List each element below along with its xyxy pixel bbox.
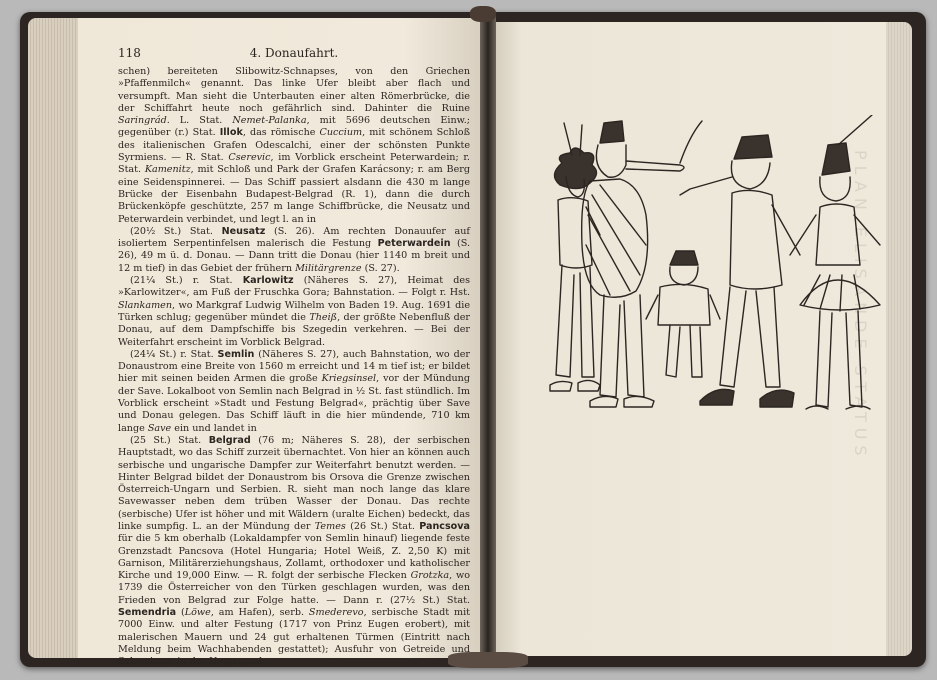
paragraph [118,226,470,275]
italic-term: Nemet-Palanka [232,115,307,127]
text-run: , das römische [242,127,320,139]
text-run: ( [176,607,185,619]
station-name: Pancsova [419,520,470,532]
page-number: 118 [118,46,141,60]
text-run: (25 St.) Stat. [130,434,209,446]
italic-term: Slankamen [118,299,173,311]
text-run: (S. 26), 49 m ü. d. Donau. — Dann tritt die Donau (hier 1140 m breit und 12 m tief) in das Gebiet der frühern [118,238,470,274]
text-run: schen) bereiteten Slibowitz-Schnapses, von den Griechen »Pfaffenmilch« genannt. Das linke Ufer bleibt aber flach und versumpft. Man sieht die Unterbauten einer alten Römerbrücke, die der Schiffahrt heute noch gefährlich sind. Dahinter die Ruine [118,66,470,114]
italic-term: Theiß [309,311,338,323]
italic-term: Smederevo [308,607,364,619]
italic-term: Temes [314,520,346,532]
paragraph [118,275,470,349]
text-run: für die 5 km oberhalb (Lokaldampfer von Semlin hinauf) liegende feste Grenzstadt Pancsova (Hotel Hungaria; Hotel Weiß, Z. 2,50 K) mit Garnison, Militärerziehungshaus, Zollamt, orthodoxer und katholischer Kirche und 19,000 Einw. — R. folgt der serbische Flecken [118,533,470,582]
book-gutter [480,15,496,663]
italic-term: Save [147,422,172,434]
text-run: (S. 27). [361,262,400,274]
text-run: (26 St.) Stat. [345,520,420,532]
station-name: Neusatz [221,225,266,237]
paragraph [118,435,470,669]
text-run: , im Vorblick erscheint Peterwardein; r. Stat. [118,152,470,176]
italic-term: Löwe [184,607,211,619]
station-name: Karlowitz [242,275,294,287]
text-run: (21¼ St.) r. Stat. [130,275,243,287]
italic-term: Kamenitz [144,164,191,176]
text-run: , wo Markgraf Ludwig Wilhelm von Baden 19. Aug. 1691 die Türken schlug; gegenüber mündet die [118,299,470,323]
italic-term: Cserevic [228,152,271,164]
paragraph [118,349,470,435]
text-run: (Näheres S. 27), auch Bahnstation, wo der Donaustrom eine Breite von 1560 m erreicht und 14 m tief ist; er bildet hier mit seinen beiden Armen die große [118,348,470,385]
italic-term: Saringrád [118,115,167,127]
text-run: , vor der Mündung der Save. Lokalboot von Semlin nach Belgrad in ½ St. fast stündlich. Im Vorblick erscheint »Stadt und Festung Belgrad«, prächtig über Save und Donau gelegen. Das Schiff läuft in die hier mündende, 710 km lange [118,373,470,434]
text-run: , serbische Stadt mit 7000 Einw. und alter Festung (1717 von Prinz Eugen erobert), mit malerischen Mauern und 24 gut erhaltenen Türmen (Eintritt nach Meldung beim Wachhabenden gestattet); Ausfuhr von Getreide und Schweinen; in der Umgegend [118,607,471,668]
italic-term: Militärgrenze [295,262,362,274]
station-name: Semendria [118,607,177,619]
text-run: ein und landet in [171,422,257,434]
text-run: (24¼ St.) r. Stat. [130,348,218,360]
station-name: Peterwardein [377,238,451,250]
text-run: , am Hafen), serb. [210,607,309,619]
text-run: (20½ St.) Stat. [130,225,222,237]
station-name: Semlin [217,348,255,360]
bookmark-ribbon-top [470,6,496,22]
text-run: (Näheres S. 27), Heimat des »Karlowitzer«, am Fuß der Fruschka Gora; Bahnstation. — Folgt r. Hst. [118,275,470,299]
figure-small-center [646,251,720,377]
text-run: (76 m; Näheres S. 28), der serbischen Hauptstadt, wo das Schiff zurzeit übernachtet. Von hier an können auch serbische und ungarische Dampfer zur Weiterfahrt benutzt werden. — Hinter Belgrad bildet der Donaustrom bis Orsova die Grenze zwischen Österreich-Ungarn und Serbien. R. sieht man noch lange das klare Savewasser neben dem trüben Wasser der Donau. Das rechte (serbische) Ufer ist höher und mit Wäldern (uralte Eichen) bedeckt, das linke sumpfig. L. an der Mündung der [118,434,470,532]
station-name: Illok [219,127,243,139]
text-run: , mit schönem Schloß des italienischen Grafen Odescalchi, einer der schönsten Punkte Syrmiens. — R. Stat. [118,127,470,164]
text-run: (S. 26). Am rechten Donauufer auf isoliertem Serpentinfelsen malerisch die Festung [118,225,470,250]
text-run: , wo 1739 die Österreicher von den Türken geschlagen wurden, was den Frieden von Belgrad zur Folge hatte. — Dann r. (27½ St.) Stat. [118,570,470,606]
caricature-illustration [520,115,900,435]
station-name: Belgrad [208,434,251,446]
italic-term: Cuccium [319,127,363,139]
text-run: , mit Schloß und Park der Grafen Karácsony; r. am Berg eine Seidenspinnerei. — Das Schiff passiert alsdann die 430 m lange Brücke der Eisenbahn Budapest-Belgrad (R. 1), dann die durch Brückenköpfe geschützte, 257 m lange Schiffbrücke, die Neusatz und Peterwardein verbindet, und legt l. an in [118,164,470,225]
italic-term: Kriegsinsel [321,373,377,385]
page-title: 4. Donaufahrt. [249,46,339,60]
text-run: . L. Stat. [166,115,233,127]
italic-term: Grotzka [410,570,450,582]
bleed-through-text: PLAN ELISANDE STATUS [851,150,870,462]
body-text [118,66,470,669]
paragraph [118,66,470,226]
figure-soldier-right [790,115,880,409]
text-run: , mit 5696 deutschen Einw.; gegenüber (r.) Stat. [118,115,471,139]
text-run: , der größte Nebenfluß der Donau, auf dem Dampfschiffe bis Szegedin verkehren. — Bei der Weiterfahrt erscheint im Vorblick Belgrad. [118,311,471,348]
